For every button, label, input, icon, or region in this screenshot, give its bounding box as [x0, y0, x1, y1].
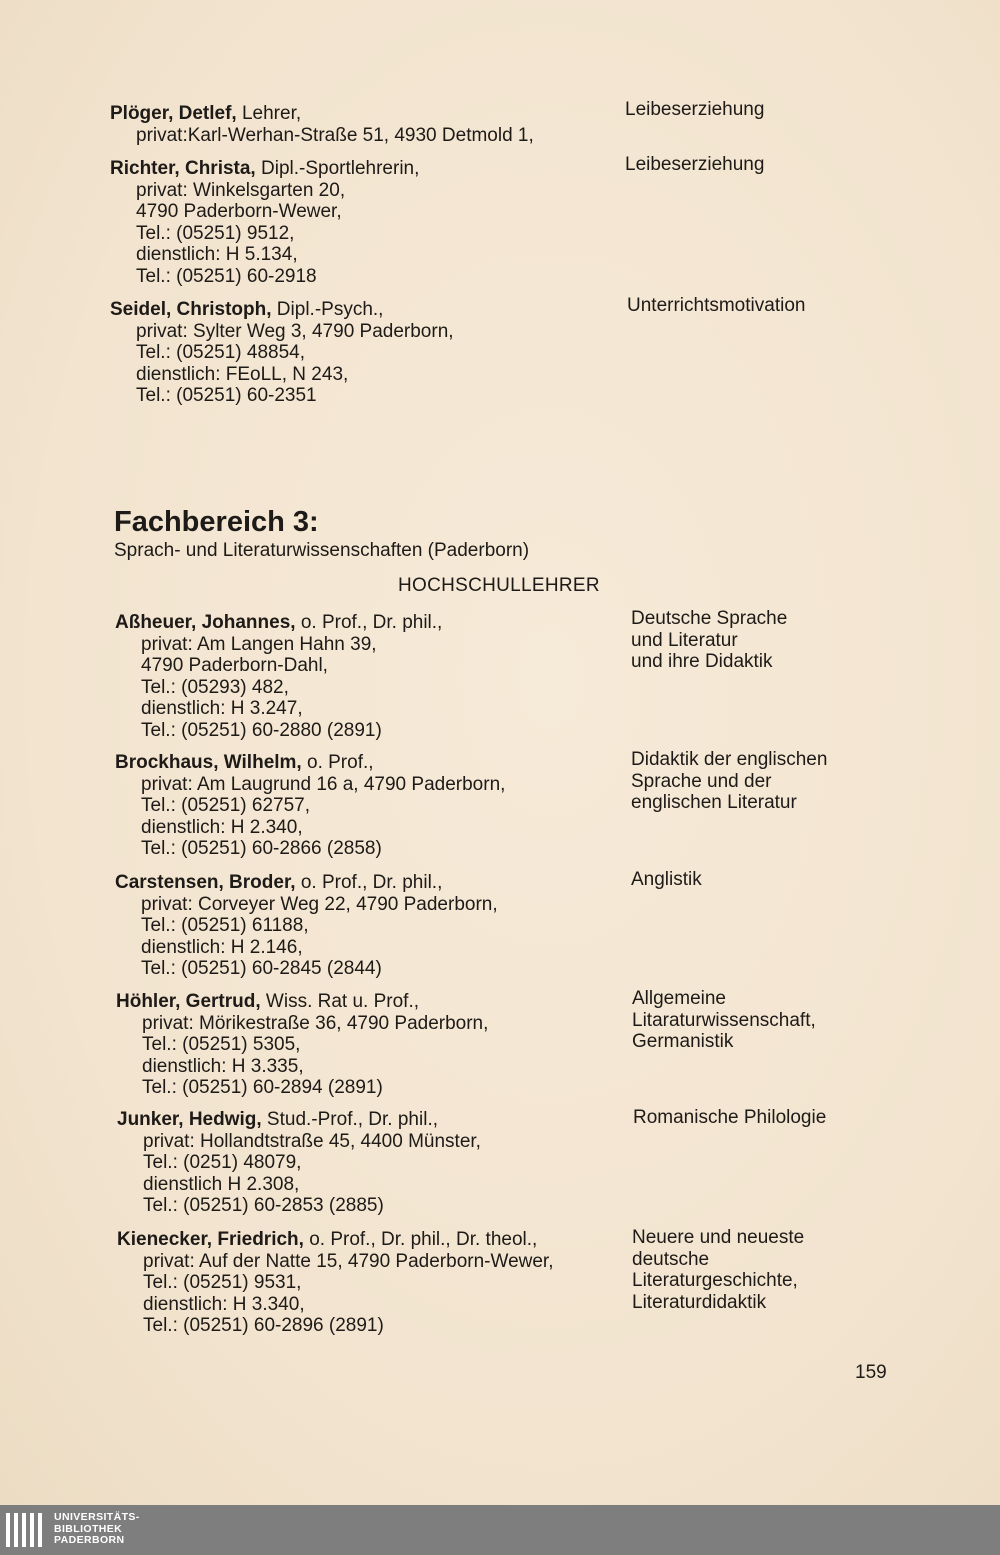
phone-line: Tel.: (05251) 60-2880 (2891) [141, 719, 382, 741]
subject-line: Leibeserziehung [625, 99, 765, 120]
office-line: dienstlich: H 2.146, [141, 936, 303, 958]
person-name: Junker, Hedwig, [117, 1109, 262, 1130]
person-name: Brockhaus, Wilhelm, [115, 752, 302, 773]
subject-line: Neuere und neueste [632, 1227, 805, 1248]
address-line: privat: Sylter Weg 3, 4790 Paderborn, [136, 320, 454, 342]
person-title: Lehrer, [236, 103, 302, 124]
logo-line: BIBLIOTHEK [54, 1522, 123, 1535]
person-title: o. Prof., Dr. phil., [295, 872, 443, 893]
person-title: Wiss. Rat u. Prof., [260, 991, 420, 1012]
subject-assheuer [631, 608, 787, 673]
person-name: Carstensen, Broder, [115, 872, 296, 893]
address-line: privat: Am Laugrund 16 a, 4790 Paderborn, [141, 773, 506, 795]
person-title: o. Prof., Dr. phil., Dr. theol., [303, 1229, 538, 1250]
office-line: dienstlich: H 5.134, [136, 244, 298, 265]
person-title: Dipl.-Psych., [271, 299, 384, 320]
subject-seidel [627, 295, 805, 317]
subject-line: Leibeserziehung [625, 154, 765, 175]
address-line: 4790 Paderborn-Wewer, [136, 201, 342, 222]
subject-carstensen [631, 869, 702, 891]
person-name: Plöger, Detlef, [110, 103, 237, 124]
phone-line: Tel.: (05251) 60-2894 (2891) [142, 1077, 383, 1098]
section-title: Fachbereich 3: [114, 506, 319, 538]
subject-junker [633, 1107, 826, 1129]
entry-carstensen [115, 872, 498, 980]
office-line: dienstlich H 2.308, [143, 1173, 300, 1195]
entry-seidel [110, 299, 454, 407]
subject-hoehler [632, 988, 816, 1053]
page-number: 159 [855, 1362, 887, 1383]
phone-line: Tel.: (05251) 60-2853 (2885) [143, 1195, 384, 1216]
person-name: Kienecker, Friedrich, [117, 1229, 304, 1250]
logo-line: PADERBORN [54, 1534, 125, 1546]
subject-line: deutsche [632, 1248, 710, 1270]
office-line: dienstlich: H 3.247, [141, 698, 303, 719]
subject-line: englischen Literatur [631, 792, 797, 813]
subject-line: Germanistik [632, 1031, 734, 1052]
subject-line: Deutsche Sprache [631, 608, 788, 629]
person-title: Stud.-Prof., Dr. phil., [261, 1109, 438, 1130]
entry-brockhaus [115, 752, 505, 860]
subject-line: Allgemeine [632, 988, 726, 1009]
office-line: dienstlich: FEoLL, N 243, [136, 363, 349, 385]
address-line: privat: Corveyer Weg 22, 4790 Paderborn, [141, 893, 498, 915]
phone-line: Tel.: (05251) 60-2351 [136, 385, 317, 406]
library-footer-bar [0, 1505, 1000, 1555]
phone-line: Tel.: (05251) 5305, [142, 1034, 301, 1055]
entry-ploeger [110, 103, 534, 146]
phone-line: Tel.: (05251) 9531, [143, 1272, 302, 1293]
entry-richter [110, 158, 419, 287]
person-title: Dipl.-Sportlehrerin, [255, 158, 420, 179]
person-name: Aßheuer, Johannes, [115, 612, 296, 633]
address-line: privat: Winkelsgarten 20, [136, 179, 346, 201]
subject-line: und ihre Didaktik [631, 651, 773, 672]
address-line: privat: Am Langen Hahn 39, [141, 633, 377, 655]
library-logo-icon [6, 1513, 46, 1547]
person-title: o. Prof., [301, 752, 374, 773]
subject-kienecker [632, 1227, 804, 1313]
address-line: privat:Karl-Werhan-Straße 51, 4930 Detmold 1, [136, 124, 534, 146]
address-line: 4790 Paderborn-Dahl, [141, 655, 328, 676]
logo-line: UNIVERSITÄTS- [54, 1511, 140, 1523]
person-name: Richter, Christa, [110, 158, 256, 179]
subject-line: Didaktik der englischen [631, 749, 828, 770]
section-subtitle: Sprach- und Literaturwissenschaften (Paderborn) [114, 540, 530, 561]
entry-kienecker [117, 1229, 554, 1337]
subject-brockhaus [631, 749, 827, 814]
entry-junker [117, 1109, 481, 1217]
phone-line: Tel.: (05251) 60-2845 (2844) [141, 958, 382, 979]
phone-line: Tel.: (05293) 482, [141, 676, 289, 698]
phone-line: Tel.: (0251) 48079, [143, 1152, 302, 1173]
subject-line: Litaraturwissenschaft, [632, 1009, 816, 1031]
subject-line: Sprache und der [631, 770, 772, 792]
office-line: dienstlich: H 3.335, [142, 1055, 304, 1077]
entry-hoehler [116, 991, 488, 1099]
office-line: dienstlich: H 2.340, [141, 816, 303, 838]
subject-richter [625, 154, 764, 176]
person-name: Seidel, Christoph, [110, 299, 272, 320]
entry-assheuer [115, 612, 442, 741]
phone-line: Tel.: (05251) 61188, [141, 915, 309, 936]
phone-line: Tel.: (05251) 62757, [141, 795, 311, 816]
address-line: privat: Auf der Natte 15, 4790 Paderborn-Wewer, [143, 1250, 554, 1272]
subject-line: Anglistik [631, 869, 702, 890]
person-title: o. Prof., Dr. phil., [295, 612, 443, 633]
person-name: Höhler, Gertrud, [116, 991, 261, 1012]
subject-line: Literaturgeschichte, [632, 1270, 798, 1291]
address-line: privat: Mörikestraße 36, 4790 Paderborn, [142, 1012, 489, 1034]
phone-line: Tel.: (05251) 60-2918 [136, 265, 317, 287]
phone-line: Tel.: (05251) 60-2896 (2891) [143, 1315, 384, 1336]
subject-line: Romanische Philologie [633, 1107, 827, 1128]
subject-line: Literaturdidaktik [632, 1291, 767, 1313]
office-line: dienstlich: H 3.340, [143, 1293, 305, 1315]
subject-line: und Literatur [631, 629, 738, 651]
phone-line: Tel.: (05251) 48854, [136, 342, 306, 363]
phone-line: Tel.: (05251) 60-2866 (2858) [141, 838, 382, 859]
group-heading: HOCHSCHULLEHRER [398, 575, 600, 596]
subject-ploeger [625, 99, 764, 121]
address-line: privat: Hollandtstraße 45, 4400 Münster, [143, 1130, 481, 1152]
subject-line: Unterrichtsmotivation [627, 295, 806, 316]
library-logo-text [54, 1512, 140, 1547]
phone-line: Tel.: (05251) 9512, [136, 222, 295, 244]
